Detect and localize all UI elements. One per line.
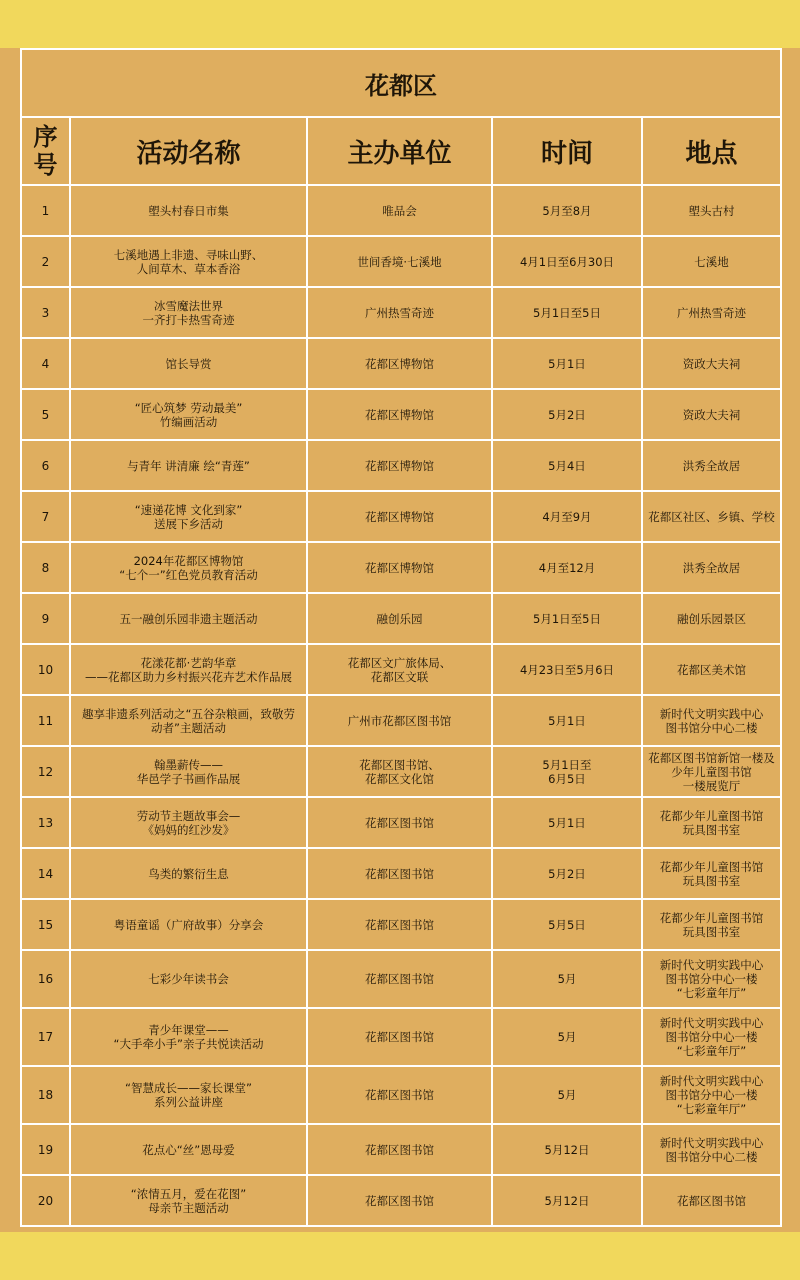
place-cell: 塱头古村 xyxy=(642,185,781,236)
activity-name-cell: 花漾花都·艺韵华章 ——花都区助力乡村振兴花卉艺术作品展 xyxy=(70,644,307,695)
organizer-cell: 花都区图书馆 xyxy=(307,1175,492,1226)
row-number-cell: 1 xyxy=(21,185,70,236)
place-cell: 新时代文明实践中心 图书馆分中心二楼 xyxy=(642,695,781,746)
place-cell: 花都区美术馆 xyxy=(642,644,781,695)
organizer-cell: 花都区图书馆 xyxy=(307,1124,492,1175)
activity-table xyxy=(20,48,782,1227)
activity-name-cell: 2024年花都区博物馆 “七个一”红色党员教育活动 xyxy=(70,542,307,593)
place-cell: 新时代文明实践中心 图书馆分中心一楼 “七彩童年厅” xyxy=(642,1008,781,1066)
activity-name-cell: 塱头村春日市集 xyxy=(70,185,307,236)
table-row xyxy=(21,1066,781,1124)
row-number-cell: 19 xyxy=(21,1124,70,1175)
activity-name-cell: 七溪地遇上非遗、寻味山野、 人间草木、草本香浴 xyxy=(70,236,307,287)
time-cell: 5月2日 xyxy=(492,848,642,899)
time-cell: 5月12日 xyxy=(492,1175,642,1226)
organizer-cell: 世间香境·七溪地 xyxy=(307,236,492,287)
table-row xyxy=(21,950,781,1008)
header-place: 地点 xyxy=(642,117,781,185)
row-number-cell: 18 xyxy=(21,1066,70,1124)
time-cell: 4月1日至6月30日 xyxy=(492,236,642,287)
activity-name-cell: 花点心“丝”恩母爱 xyxy=(70,1124,307,1175)
organizer-cell: 花都区图书馆 xyxy=(307,1008,492,1066)
header-activity-name: 活动名称 xyxy=(70,117,307,185)
place-cell: 洪秀全故居 xyxy=(642,440,781,491)
time-cell: 5月 xyxy=(492,950,642,1008)
row-number-cell: 15 xyxy=(21,899,70,950)
row-number-cell: 7 xyxy=(21,491,70,542)
organizer-cell: 花都区博物馆 xyxy=(307,389,492,440)
organizer-cell: 花都区博物馆 xyxy=(307,440,492,491)
activity-name-cell: “智慧成长——家长课堂” 系列公益讲座 xyxy=(70,1066,307,1124)
table-row xyxy=(21,1175,781,1226)
place-cell: 七溪地 xyxy=(642,236,781,287)
activity-name-cell: 翰墨薪传—— 华邑学子书画作品展 xyxy=(70,746,307,797)
time-cell: 5月1日 xyxy=(492,338,642,389)
time-cell: 4月至9月 xyxy=(492,491,642,542)
place-cell: 广州热雪奇迹 xyxy=(642,287,781,338)
organizer-cell: 花都区图书馆 xyxy=(307,848,492,899)
place-cell: 花都区社区、乡镇、学校 xyxy=(642,491,781,542)
row-number-cell: 2 xyxy=(21,236,70,287)
organizer-cell: 花都区博物馆 xyxy=(307,338,492,389)
place-cell: 新时代文明实践中心 图书馆分中心二楼 xyxy=(642,1124,781,1175)
organizer-cell: 花都区图书馆、 花都区文化馆 xyxy=(307,746,492,797)
table-title: 花都区 xyxy=(21,49,781,117)
time-cell: 5月4日 xyxy=(492,440,642,491)
row-number-cell: 6 xyxy=(21,440,70,491)
place-cell: 新时代文明实践中心 图书馆分中心一楼 “七彩童年厅” xyxy=(642,1066,781,1124)
time-cell: 5月12日 xyxy=(492,1124,642,1175)
place-cell: 洪秀全故居 xyxy=(642,542,781,593)
table-body xyxy=(21,185,781,1226)
activity-name-cell: 与青年 讲清廉 绘“青莲” xyxy=(70,440,307,491)
place-cell: 资政大夫祠 xyxy=(642,338,781,389)
place-cell: 花都区图书馆新馆一楼及 少年儿童图书馆 一楼展览厅 xyxy=(642,746,781,797)
activity-name-cell: 五一融创乐园非遗主题活动 xyxy=(70,593,307,644)
table-row xyxy=(21,644,781,695)
table-row xyxy=(21,236,781,287)
place-cell: 花都少年儿童图书馆 玩具图书室 xyxy=(642,848,781,899)
time-cell: 5月1日 xyxy=(492,797,642,848)
place-cell: 资政大夫祠 xyxy=(642,389,781,440)
activity-name-cell: 馆长导赏 xyxy=(70,338,307,389)
row-number-cell: 17 xyxy=(21,1008,70,1066)
organizer-cell: 花都区图书馆 xyxy=(307,797,492,848)
header-time: 时间 xyxy=(492,117,642,185)
time-cell: 5月2日 xyxy=(492,389,642,440)
activity-name-cell: “匠心筑梦 劳动最美” 竹编画活动 xyxy=(70,389,307,440)
activity-name-cell: 冰雪魔法世界 一齐打卡热雪奇迹 xyxy=(70,287,307,338)
row-number-cell: 4 xyxy=(21,338,70,389)
header-organizer: 主办单位 xyxy=(307,117,492,185)
activity-name-cell: “速递花博 文化到家” 送展下乡活动 xyxy=(70,491,307,542)
activity-name-cell: 鸟类的繁衍生息 xyxy=(70,848,307,899)
row-number-cell: 11 xyxy=(21,695,70,746)
time-cell: 5月1日至5日 xyxy=(492,287,642,338)
place-cell: 新时代文明实践中心 图书馆分中心一楼 “七彩童年厅” xyxy=(642,950,781,1008)
organizer-cell: 花都区图书馆 xyxy=(307,899,492,950)
organizer-cell: 融创乐园 xyxy=(307,593,492,644)
organizer-cell: 唯品会 xyxy=(307,185,492,236)
organizer-cell: 广州市花都区图书馆 xyxy=(307,695,492,746)
row-number-cell: 12 xyxy=(21,746,70,797)
row-number-cell: 13 xyxy=(21,797,70,848)
table-row xyxy=(21,542,781,593)
row-number-cell: 10 xyxy=(21,644,70,695)
activity-name-cell: 粤语童谣（广府故事）分享会 xyxy=(70,899,307,950)
place-cell: 花都区图书馆 xyxy=(642,1175,781,1226)
table-row xyxy=(21,746,781,797)
table-row xyxy=(21,593,781,644)
time-cell: 5月5日 xyxy=(492,899,642,950)
row-number-cell: 5 xyxy=(21,389,70,440)
activity-name-cell: 劳动节主题故事会— 《妈妈的红沙发》 xyxy=(70,797,307,848)
time-cell: 5月1日 xyxy=(492,695,642,746)
time-cell: 5月至8月 xyxy=(492,185,642,236)
header-seq: 序 号 xyxy=(21,117,70,185)
row-number-cell: 8 xyxy=(21,542,70,593)
table-row xyxy=(21,797,781,848)
table-row xyxy=(21,1124,781,1175)
table-row xyxy=(21,491,781,542)
row-number-cell: 20 xyxy=(21,1175,70,1226)
time-cell: 5月 xyxy=(492,1008,642,1066)
place-cell: 花都少年儿童图书馆 玩具图书室 xyxy=(642,899,781,950)
table-row xyxy=(21,440,781,491)
time-cell: 4月至12月 xyxy=(492,542,642,593)
table-row xyxy=(21,287,781,338)
row-number-cell: 16 xyxy=(21,950,70,1008)
table-row xyxy=(21,695,781,746)
row-number-cell: 3 xyxy=(21,287,70,338)
organizer-cell: 花都区文广旅体局、 花都区文联 xyxy=(307,644,492,695)
table-row xyxy=(21,848,781,899)
time-cell: 5月1日至 6月5日 xyxy=(492,746,642,797)
time-cell: 4月23日至5月6日 xyxy=(492,644,642,695)
organizer-cell: 花都区图书馆 xyxy=(307,1066,492,1124)
place-cell: 融创乐园景区 xyxy=(642,593,781,644)
organizer-cell: 花都区图书馆 xyxy=(307,950,492,1008)
schedule-sheet xyxy=(0,48,800,1232)
organizer-cell: 花都区博物馆 xyxy=(307,491,492,542)
header-row xyxy=(21,117,781,185)
table-row xyxy=(21,338,781,389)
activity-name-cell: 趣享非遗系列活动之“五谷杂粮画，致敬劳 动者”主题活动 xyxy=(70,695,307,746)
table-row xyxy=(21,899,781,950)
activity-name-cell: 青少年课堂—— “大手牵小手”亲子共悦读活动 xyxy=(70,1008,307,1066)
time-cell: 5月1日至5日 xyxy=(492,593,642,644)
row-number-cell: 14 xyxy=(21,848,70,899)
row-number-cell: 9 xyxy=(21,593,70,644)
organizer-cell: 广州热雪奇迹 xyxy=(307,287,492,338)
table-row xyxy=(21,389,781,440)
place-cell: 花都少年儿童图书馆 玩具图书室 xyxy=(642,797,781,848)
table-row xyxy=(21,185,781,236)
time-cell: 5月 xyxy=(492,1066,642,1124)
activity-name-cell: “浓情五月，爱在花图” 母亲节主题活动 xyxy=(70,1175,307,1226)
organizer-cell: 花都区博物馆 xyxy=(307,542,492,593)
table-row xyxy=(21,1008,781,1066)
activity-name-cell: 七彩少年读书会 xyxy=(70,950,307,1008)
